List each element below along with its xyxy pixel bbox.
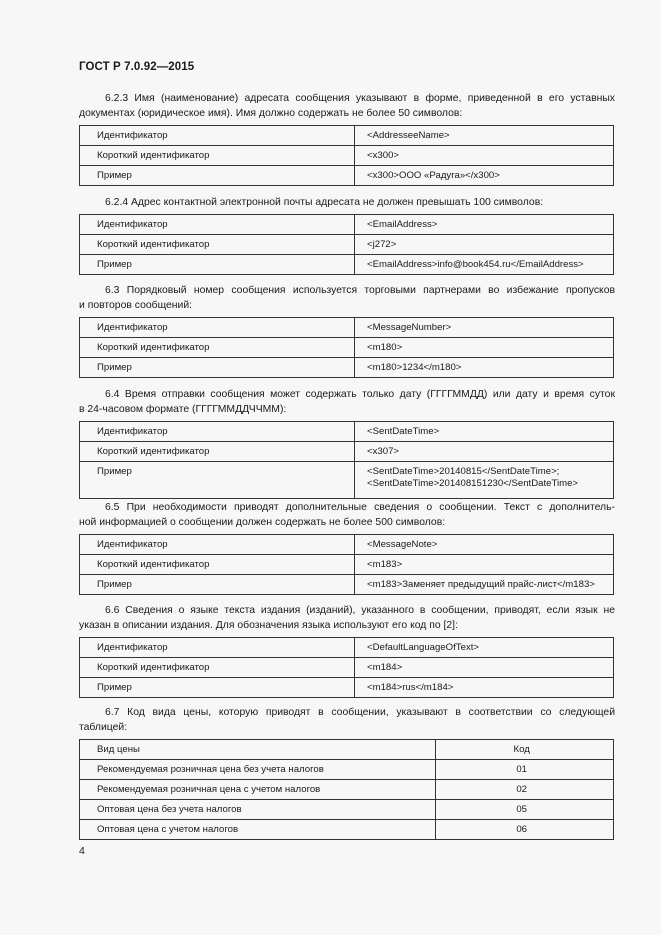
paragraph-line: ной информацией о сообщении должен содержать не более 500 символов: — [79, 517, 446, 528]
spec-table — [79, 214, 614, 275]
spec-table — [79, 534, 614, 595]
table-cell: <m184> — [355, 658, 614, 678]
table-row — [80, 800, 614, 820]
table-row — [80, 760, 614, 780]
paragraph-line: 6.7 Код вида цены, которую приводят в сообщении, указывают в соответствии со следующей — [105, 707, 615, 718]
section-6-4 — [79, 387, 615, 499]
table-cell: Идентификатор — [80, 126, 355, 146]
table-cell: <x307> — [355, 442, 614, 462]
table-cell: Оптовая цена с учетом налогов — [80, 820, 436, 840]
table-cell: Пример — [80, 678, 355, 698]
table-cell: Пример — [80, 358, 355, 378]
paragraph — [79, 283, 615, 313]
table-cell: Идентификатор — [80, 422, 355, 442]
paragraph — [79, 603, 615, 633]
table-cell: <m183>Заменяет предыдущий прайс-лист</m183> — [355, 575, 614, 595]
table-row — [80, 126, 614, 146]
table-cell: <m183> — [355, 555, 614, 575]
paragraph — [79, 387, 615, 417]
table-row — [80, 575, 614, 595]
section-6-5 — [79, 500, 615, 595]
table-cell: Пример — [80, 166, 355, 186]
table-cell: Оптовая цена без учета налогов — [80, 800, 436, 820]
table-row — [80, 678, 614, 698]
table-cell: <x300>ООО «Радуга»</x300> — [355, 166, 614, 186]
table-row — [80, 780, 614, 800]
table-cell: <SentDateTime> — [355, 422, 614, 442]
table-cell: Идентификатор — [80, 638, 355, 658]
paragraph-line: указан в описании издания. Для обозначения языка используют его код по [2]: — [79, 620, 458, 631]
table-row — [80, 442, 614, 462]
table-cell: Короткий идентификатор — [80, 442, 355, 462]
table-row — [80, 535, 614, 555]
table-row — [80, 422, 614, 442]
table-cell: Идентификатор — [80, 535, 355, 555]
table-cell: Короткий идентификатор — [80, 338, 355, 358]
paragraph-line: 6.3 Порядковый номер сообщения используется торговыми партнерами во избежание пропусков — [105, 285, 615, 296]
table-cell: <j272> — [355, 235, 614, 255]
table-cell: 06 — [436, 820, 614, 840]
table-cell: Короткий идентификатор — [80, 146, 355, 166]
column-header: Код — [436, 740, 614, 760]
table-row — [80, 146, 614, 166]
table-header-row — [80, 740, 614, 760]
table-cell: Пример — [80, 255, 355, 275]
paragraph-line: документах (юридическое имя). Имя должно содержать не более 50 символов: — [79, 108, 463, 119]
spec-table — [79, 317, 614, 378]
table-row — [80, 555, 614, 575]
table-row — [80, 358, 614, 378]
table-row — [80, 820, 614, 840]
section-6-2-3 — [79, 91, 615, 186]
paragraph — [79, 705, 615, 735]
price-code-table — [79, 739, 614, 840]
paragraph-line: и повторов сообщений: — [79, 300, 193, 311]
paragraph-line: 6.2.4 Адрес контактной электронной почты адресата не должен превышать 100 символов: — [105, 197, 544, 208]
paragraph-line: 6.5 При необходимости приводят дополнительные сведения о сообщении. Текст с дополнитель- — [105, 502, 615, 513]
table-cell: Короткий идентификатор — [80, 658, 355, 678]
table-row — [80, 658, 614, 678]
table-cell: <EmailAddress> — [355, 215, 614, 235]
table-cell: <m180> — [355, 338, 614, 358]
paragraph-line: 6.4 Время отправки сообщения может содержать только дату (ГГГГММДД) или дату и время суток — [105, 389, 615, 400]
table-row — [80, 338, 614, 358]
spec-table — [79, 637, 614, 698]
table-cell: Пример — [80, 462, 355, 499]
table-row — [80, 638, 614, 658]
column-header: Вид цены — [80, 740, 436, 760]
cell-line: <SentDateTime>201408151230</SentDateTime> — [367, 478, 579, 489]
paragraph-line: в 24-часовом формате (ГГГГММДДЧЧММ): — [79, 404, 287, 415]
table-row — [80, 318, 614, 338]
table-cell: Идентификатор — [80, 318, 355, 338]
spec-table — [79, 421, 614, 499]
page-number: 4 — [79, 845, 85, 857]
spec-table — [79, 125, 614, 186]
section-6-3 — [79, 283, 615, 378]
table-row — [80, 215, 614, 235]
table-cell: <MessageNumber> — [355, 318, 614, 338]
table-cell: <EmailAddress>info@book454.ru</EmailAddress> — [355, 255, 614, 275]
cell-line: <SentDateTime>20140815</SentDateTime>; — [367, 466, 560, 477]
table-cell: Рекомендуемая розничная цена без учета налогов — [80, 760, 436, 780]
table-cell: <AddresseeName> — [355, 126, 614, 146]
paragraph — [79, 91, 615, 121]
paragraph — [79, 500, 615, 530]
table-cell: 05 — [436, 800, 614, 820]
section-6-7 — [79, 705, 615, 840]
table-row — [80, 235, 614, 255]
table-row — [80, 255, 614, 275]
page-header: ГОСТ Р 7.0.92—2015 — [79, 61, 195, 73]
table-cell: 02 — [436, 780, 614, 800]
table-cell: <MessageNote> — [355, 535, 614, 555]
table-cell: <x300> — [355, 146, 614, 166]
table-cell: Пример — [80, 575, 355, 595]
section-6-6 — [79, 603, 615, 698]
paragraph-line: 6.6 Сведения о языке текста издания (изданий), указанного в сообщении, приводят, если язык не — [105, 605, 615, 616]
paragraph-line: 6.2.3 Имя (наименование) адресата сообщения указывают в форме, приведенной в его уставных — [105, 93, 615, 104]
table-cell: Рекомендуемая розничная цена с учетом налогов — [80, 780, 436, 800]
table-cell: Короткий идентификатор — [80, 555, 355, 575]
section-6-2-4 — [79, 195, 615, 275]
table-cell: <m184>rus</m184> — [355, 678, 614, 698]
paragraph-line: таблицей: — [79, 722, 128, 733]
table-cell: Идентификатор — [80, 215, 355, 235]
table-cell: 01 — [436, 760, 614, 780]
table-cell: Короткий идентификатор — [80, 235, 355, 255]
table-row — [80, 166, 614, 186]
paragraph — [79, 195, 615, 210]
table-cell: <m180>1234</m180> — [355, 358, 614, 378]
table-cell — [355, 462, 614, 499]
table-row — [80, 462, 614, 499]
table-cell: <DefaultLanguageOfText> — [355, 638, 614, 658]
